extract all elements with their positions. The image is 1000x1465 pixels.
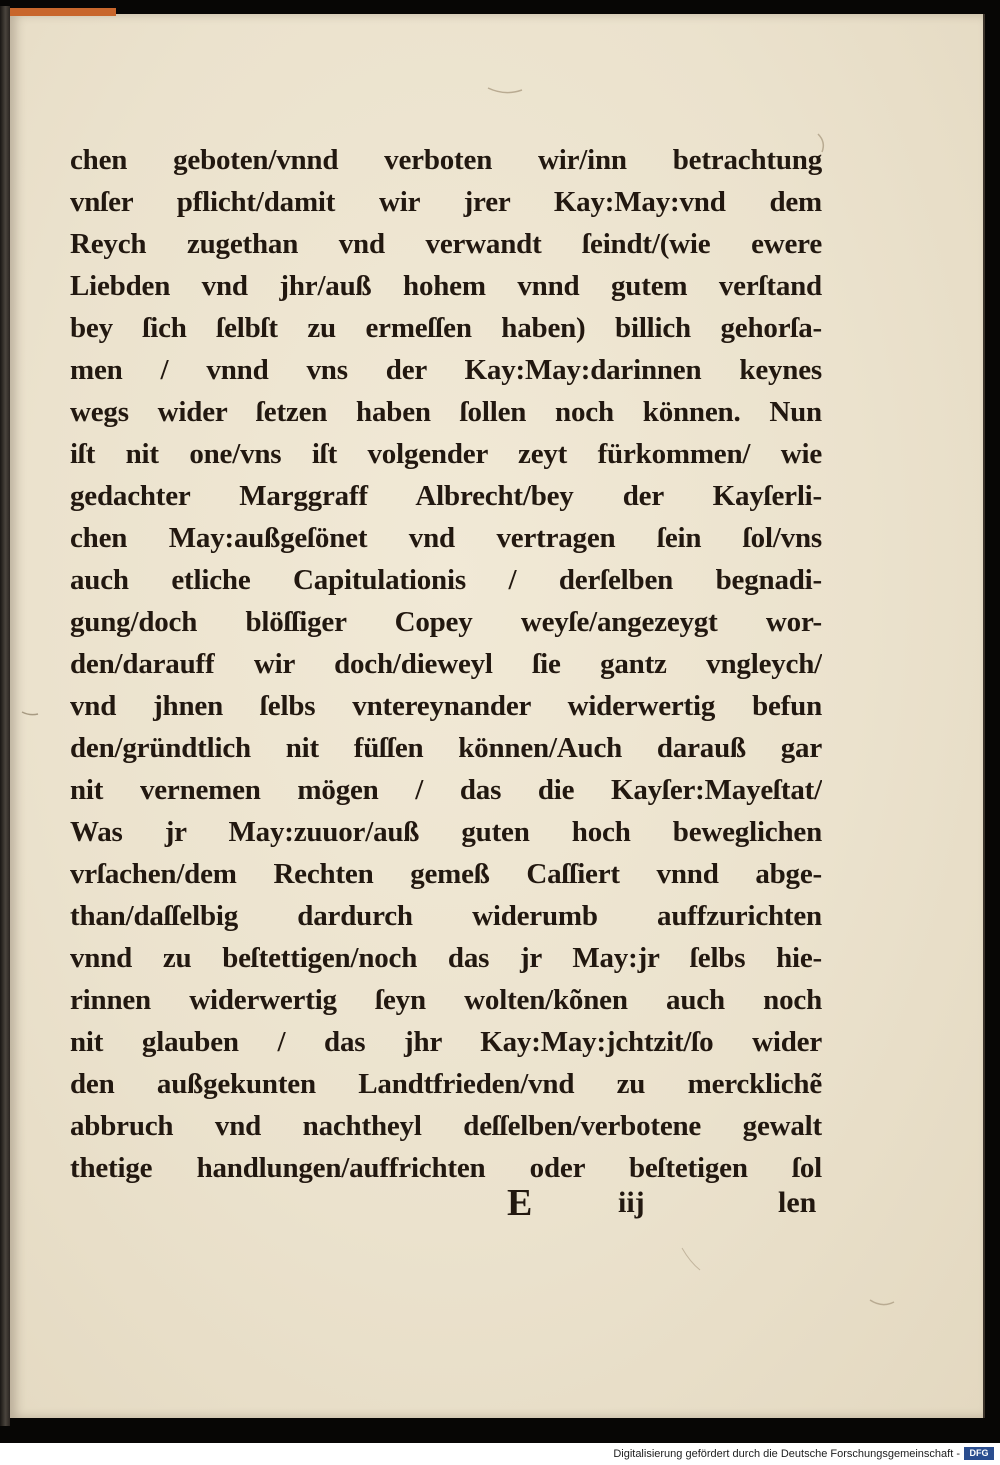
funding-credit: Digitalisierung gefördert durch die Deutsche Forschungsgemeinschaft - xyxy=(613,1448,960,1460)
text-line: Was jr May:zuuor/auß guten hoch beweglichen xyxy=(70,816,822,848)
text-line: den außgekunten Landtfrieden/vnd zu mercklichẽ xyxy=(70,1068,822,1100)
dfg-logo-icon: DFG xyxy=(964,1447,994,1460)
text-line: vrſachen/dem Rechten gemeß Caſſiert vnnd abge- xyxy=(70,858,822,890)
text-line: bey ſich ſelbſt zu ermeſſen haben) billich gehorſa- xyxy=(70,312,822,344)
text-line: abbruch vnd nachtheyl deſſelben/verbotene gewalt xyxy=(70,1110,822,1142)
text-line: rinnen widerwertig ſeyn wolten/kõnen auch noch xyxy=(70,984,822,1016)
signature-letter: E xyxy=(507,1182,533,1224)
text-line: wegs wider ſetzen haben ſollen noch können. Nun xyxy=(70,396,822,428)
text-line: vnnd zu beſtettigen/noch das jr May:jr ſelbs hie- xyxy=(70,942,822,974)
text-line: iſt nit one/vns iſt volgender zeyt fürkommen/ wie xyxy=(70,438,822,470)
text-line: vnſer pflicht/damit wir jrer Kay:May:vnd dem xyxy=(70,186,822,218)
body-text xyxy=(70,139,822,1189)
text-line: vnd jhnen ſelbs vntereynander widerwertig befun xyxy=(70,690,822,722)
color-marker xyxy=(10,8,116,16)
text-line: chen May:außgeſönet vnd vertragen ſein ſol/vns xyxy=(70,522,822,554)
text-line: thetige handlungen/auffrichten oder beſtetigen ſol xyxy=(70,1152,822,1184)
text-line: auch etliche Capitulationis / derſelben begnadi- xyxy=(70,564,822,596)
text-line: chen geboten/vnnd verboten wir/inn betrachtung xyxy=(70,144,822,176)
text-line: Liebden vnd jhr/auß hohem vnnd gutem verſtand xyxy=(70,270,822,302)
text-line: den/gründtlich nit füſſen können/Auch darauß gar xyxy=(70,732,822,764)
text-line: Reych zugethan vnd verwandt ſeindt/(wie ewere xyxy=(70,228,822,260)
text-line: than/daſſelbig dardurch widerumb auffzurichten xyxy=(70,900,822,932)
text-line: nit glauben / das jhr Kay:May:jchtzit/ſo wider xyxy=(70,1026,822,1058)
signature-number: iij xyxy=(618,1186,645,1219)
footer-band xyxy=(0,1443,1000,1465)
catchword: len xyxy=(778,1186,817,1219)
text-line: gedachter Marggraff Albrecht/bey der Kayſerli- xyxy=(70,480,822,512)
text-line: men / vnnd vns der Kay:May:darinnen keynes xyxy=(70,354,822,386)
text-line: den/darauff wir doch/dieweyl ſie gantz vngleych/ xyxy=(70,648,822,680)
binding-edge xyxy=(0,6,10,1426)
text-line: nit vernemen mögen / das die Kayſer:Mayeſtat/ xyxy=(70,774,822,806)
text-line: gung/doch blöſſiger Copey weyſe/angezeygt wor- xyxy=(70,606,822,638)
